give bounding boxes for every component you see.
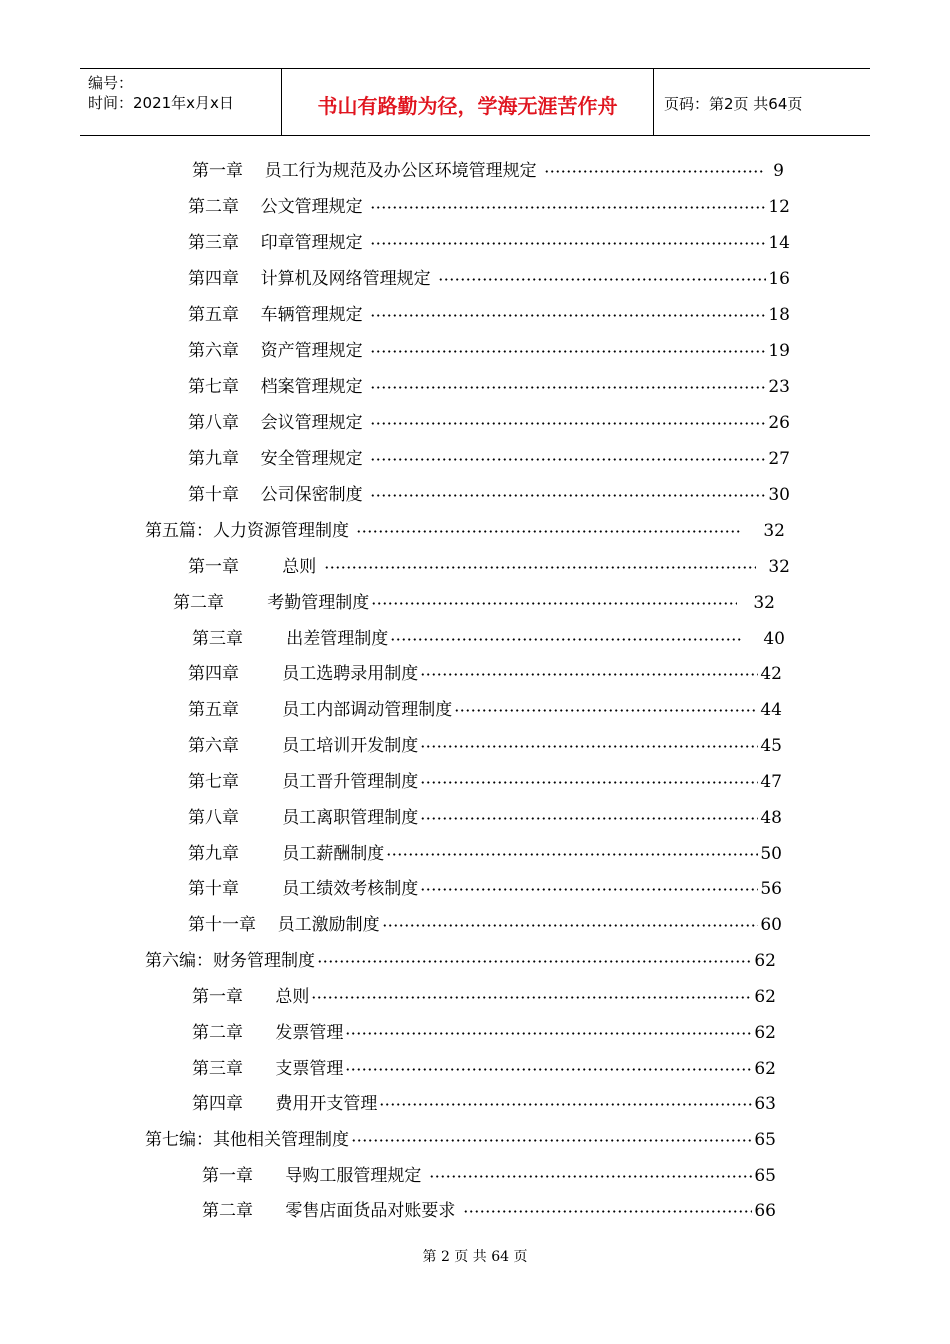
toc-section[interactable] [145, 1128, 776, 1152]
toc-entry[interactable] [188, 842, 782, 866]
toc-entry-page: 19 [768, 341, 790, 361]
toc-entry-label: 第二章 考勤管理制度 [173, 593, 370, 613]
leader-dots [382, 924, 759, 927]
toc-entry-page: 42 [760, 664, 782, 684]
toc-entry-page: 62 [754, 1023, 776, 1043]
toc-entry-label: 第四章 费用开支管理 [192, 1094, 378, 1114]
toc-entry-label: 第九章 安全管理规定 [188, 449, 369, 469]
leader-dots [379, 1103, 752, 1106]
toc-entry-label: 第六章 资产管理规定 [188, 341, 369, 361]
leader-dots [370, 386, 766, 389]
toc-entry-page: 32 [768, 557, 790, 577]
toc-entry-page: 26 [768, 413, 790, 433]
toc-entry[interactable] [188, 339, 790, 363]
toc-entry[interactable] [188, 303, 790, 327]
leader-dots [356, 530, 741, 533]
toc-entry-page: 30 [768, 485, 790, 505]
toc-entry-page: 50 [760, 844, 782, 864]
leader-dots [420, 817, 758, 820]
toc-entry-label: 第十一章 员工激励制度 [188, 915, 380, 935]
header-motto: 书山有路勤为径，学海无涯苦作舟 [282, 69, 654, 135]
toc-entry[interactable] [188, 662, 782, 686]
toc-entry[interactable] [188, 734, 782, 758]
toc-entry-label: 第六编：财务管理制度 [145, 951, 315, 971]
toc-entry-page: 65 [754, 1130, 776, 1150]
leader-dots [370, 422, 766, 425]
toc-entry[interactable] [192, 1057, 776, 1081]
toc-entry-page: 56 [760, 879, 782, 899]
toc-entry-page: 14 [768, 233, 790, 253]
header-page-info: 页码：第2页 共64页 [664, 94, 803, 113]
leader-dots [345, 1068, 752, 1071]
leader-dots [351, 1139, 752, 1142]
toc-entry-label: 第十章 公司保密制度 [188, 485, 369, 505]
toc-entry[interactable] [202, 1164, 776, 1188]
toc-entry-page: 18 [768, 305, 790, 325]
toc-entry-label: 第二章 发票管理 [192, 1023, 344, 1043]
leader-dots [438, 278, 766, 281]
toc-entry-label: 第一章 总则 [188, 557, 322, 577]
date-label: 时间：2021年x月x日 [88, 94, 234, 112]
toc-entry-label: 第二章 零售店面货品对账要求 [202, 1201, 461, 1221]
toc-entry[interactable] [188, 231, 790, 255]
toc-entry-page: 62 [754, 951, 776, 971]
toc-entry-page: 45 [760, 736, 782, 756]
leader-dots [324, 566, 757, 569]
toc-entry-label: 第四章 计算机及网络管理规定 [188, 269, 437, 289]
toc-entry[interactable] [173, 591, 775, 615]
toc-entry-label: 第八章 员工离职管理制度 [188, 808, 419, 828]
toc-entry[interactable] [192, 159, 784, 183]
toc-entry-page: 16 [768, 269, 790, 289]
leader-dots [370, 314, 766, 317]
leader-dots [420, 745, 758, 748]
toc-entry-page: 44 [760, 700, 782, 720]
leader-dots [370, 458, 766, 461]
toc-entry-page: 65 [754, 1166, 776, 1186]
leader-dots [429, 1175, 753, 1178]
toc-entry-label: 第三章 支票管理 [192, 1059, 344, 1079]
toc-entry-page: 32 [753, 593, 775, 613]
toc-entry-label: 第十章 员工绩效考核制度 [188, 879, 419, 899]
toc-entry-label: 第六章 员工培训开发制度 [188, 736, 419, 756]
toc-entry-page: 27 [768, 449, 790, 469]
toc-entry-page: 12 [768, 197, 790, 217]
toc-entry[interactable] [188, 267, 790, 291]
leader-dots [317, 960, 752, 963]
leader-dots [454, 709, 758, 712]
toc-entry-label: 第三章 印章管理规定 [188, 233, 369, 253]
toc-entry[interactable] [188, 447, 790, 471]
toc-entry-label: 第二章 公文管理规定 [188, 197, 369, 217]
toc-entry-page: 40 [763, 629, 785, 649]
toc-entry[interactable] [192, 1021, 776, 1045]
toc-entry-page: 66 [754, 1201, 776, 1221]
toc-entry-page: 60 [760, 915, 782, 935]
leader-dots [390, 638, 743, 641]
toc-entry[interactable] [188, 770, 782, 794]
toc-entry-page: 9 [773, 161, 784, 181]
toc-entry-page: 62 [754, 987, 776, 1007]
toc-entry-label: 第三章 出差管理制度 [192, 629, 389, 649]
toc-entry[interactable] [192, 627, 785, 651]
toc-entry[interactable] [188, 806, 782, 830]
leader-dots [370, 494, 766, 497]
leader-dots [420, 781, 758, 784]
toc-entry[interactable] [188, 411, 790, 435]
leader-dots [463, 1210, 753, 1213]
leader-dots [311, 996, 752, 999]
toc-entry-label: 第一章 总则 [192, 987, 310, 1007]
leader-dots [371, 602, 737, 605]
toc-entry[interactable] [188, 555, 790, 579]
toc-entry-label: 第七章 员工晋升管理制度 [188, 772, 419, 792]
toc-entry[interactable] [192, 985, 776, 1009]
toc-section[interactable] [145, 519, 785, 543]
leader-dots [420, 888, 758, 891]
leader-dots [386, 853, 758, 856]
toc-entry-label: 第九章 员工薪酬制度 [188, 844, 385, 864]
toc-entry-label: 第一章 导购工服管理规定 [202, 1166, 427, 1186]
toc-entry-page: 47 [760, 772, 782, 792]
toc-entry-page: 32 [763, 521, 785, 541]
toc-entry-label: 第五章 车辆管理规定 [188, 305, 369, 325]
page-footer: 第 2 页 共 64 页 [422, 1249, 528, 1265]
toc-entry[interactable] [188, 698, 782, 722]
leader-dots [370, 242, 766, 245]
toc-entry[interactable] [188, 483, 790, 507]
leader-dots [544, 170, 764, 173]
toc-entry-label: 第七章 档案管理规定 [188, 377, 369, 397]
toc-entry-page: 62 [754, 1059, 776, 1079]
toc-section[interactable] [145, 949, 776, 973]
toc-entry-label: 第八章 会议管理规定 [188, 413, 369, 433]
leader-dots [370, 206, 766, 209]
toc-entry-label: 第一章 员工行为规范及办公区环境管理规定 [192, 161, 543, 181]
leader-dots [420, 673, 758, 676]
toc-entry-label: 第四章 员工选聘录用制度 [188, 664, 419, 684]
toc-entry[interactable] [192, 1092, 776, 1116]
document-number-label: 编号： [88, 74, 134, 92]
toc-entry-label: 第五篇：人力资源管理制度 [145, 521, 355, 541]
toc-entry[interactable] [188, 877, 782, 901]
toc-entry-page: 48 [760, 808, 782, 828]
toc-entry-label: 第七编：其他相关管理制度 [145, 1130, 349, 1150]
toc-entry-label: 第五章 员工内部调动管理制度 [188, 700, 453, 720]
leader-dots [345, 1032, 752, 1035]
toc-entry[interactable] [188, 195, 790, 219]
toc-entry[interactable] [188, 375, 790, 399]
toc-entry[interactable] [202, 1199, 776, 1223]
toc-entry[interactable] [188, 913, 782, 937]
leader-dots [370, 350, 766, 353]
toc-entry-page: 23 [768, 377, 790, 397]
toc-entry-page: 63 [754, 1094, 776, 1114]
